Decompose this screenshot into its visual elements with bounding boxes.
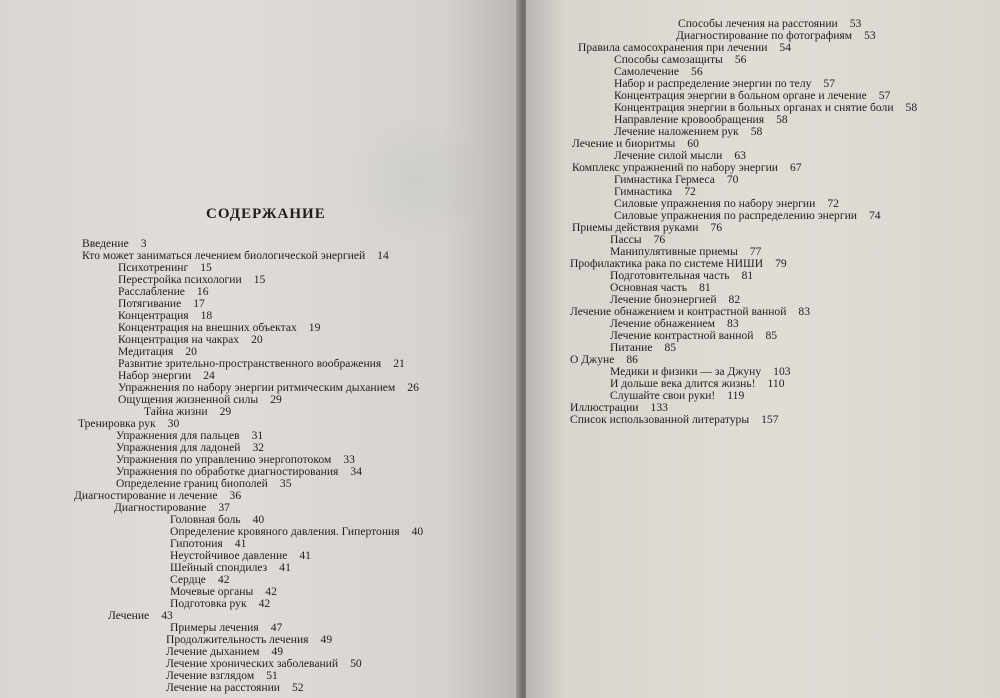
toc-entry-page-number: 58 — [750, 125, 763, 138]
toc-entry-page-number: 19 — [308, 321, 321, 334]
toc-entry-title: Упражнения по обработке диагностирования — [116, 465, 339, 478]
toc-entry-page-number: 72 — [827, 197, 839, 210]
toc-entry-title: Концентрация на чакрах — [118, 333, 240, 346]
toc-entry-title: Концентрация энергии в больном органе и лечение — [614, 89, 867, 102]
toc-entry-title: Гипотония — [170, 537, 223, 550]
toc-entry-title: Шейный спондилез — [170, 561, 268, 574]
right-toc-entry — [610, 342, 676, 354]
toc-entry-page-number: 41 — [299, 549, 311, 562]
left-toc-entry — [108, 610, 173, 622]
toc-entry-title: Определение кровяного давления. Гипертония — [170, 525, 400, 538]
toc-entry-page-number: 51 — [266, 669, 278, 682]
toc-entry-page-number: 53 — [849, 17, 862, 30]
toc-entry-title: Лечение биоэнергией — [610, 293, 717, 306]
toc-entry-page-number: 110 — [767, 377, 785, 390]
toc-entry-title: Кто может заниматься лечением биологической энергией — [82, 249, 366, 262]
toc-entry-page-number: 29 — [219, 405, 232, 418]
left-toc-entry — [166, 682, 304, 694]
toc-entry-title: Медитация — [118, 345, 174, 358]
toc-entry-title: Диагностирование по фотографиям — [676, 29, 853, 42]
toc-entry-page-number: 14 — [377, 249, 389, 262]
toc-entry-title: Питание — [610, 341, 653, 354]
toc-entry-page-number: 42 — [265, 585, 277, 598]
right-toc-entry — [572, 222, 722, 234]
toc-entry-title: Правила самосохранения при лечении — [578, 41, 768, 54]
toc-entry-page-number: 86 — [626, 353, 638, 366]
toc-entry-title: Самолечение — [614, 65, 680, 78]
toc-entry-page-number: 81 — [699, 281, 711, 294]
toc-entry-title: Манипулятивные приемы — [610, 245, 738, 258]
toc-entry-page-number: 36 — [229, 489, 242, 502]
toc-entry-page-number: 60 — [687, 137, 699, 150]
toc-entry-title: О Джуне — [570, 353, 615, 366]
toc-entry-page-number: 74 — [869, 209, 881, 222]
toc-entry-page-number: 70 — [726, 173, 739, 186]
toc-entry-title: Диагностирование — [114, 501, 207, 514]
toc-entry-page-number: 40 — [411, 525, 424, 538]
toc-entry-page-number: 119 — [727, 389, 745, 402]
toc-entry-page-number: 42 — [217, 573, 230, 586]
toc-entry-title: Иллюстрации — [570, 401, 639, 414]
toc-entry-title: Упражнения для ладоней — [116, 441, 241, 454]
toc-entry-page-number: 32 — [252, 441, 265, 454]
toc-entry-page-number: 47 — [270, 621, 283, 634]
toc-entry-page-number: 58 — [776, 113, 788, 126]
toc-entry-page-number: 41 — [279, 561, 291, 574]
toc-entry-title: Неустойчивое давление — [170, 549, 288, 562]
toc-entry-page-number: 133 — [650, 401, 668, 414]
toc-entry-page-number: 103 — [773, 365, 791, 378]
toc-entry-page-number: 41 — [234, 537, 247, 550]
toc-entry-title: Головная боль — [170, 513, 241, 526]
toc-entry-page-number: 16 — [196, 285, 209, 298]
toc-entry-title: Развитие зрительно-пространственного воображения — [118, 357, 382, 370]
toc-entry-title: Набор энергии — [118, 369, 192, 382]
toc-entry-title: Комплекс упражнений по набору энергии — [572, 161, 778, 174]
toc-entry-page-number: 37 — [218, 501, 230, 514]
toc-entry-title: Лечение взглядом — [166, 669, 255, 682]
toc-entry-title: Лечение на расстоянии — [166, 681, 280, 694]
toc-entry-title: Сердце — [170, 573, 206, 586]
toc-entry-page-number: 29 — [270, 393, 282, 406]
toc-entry-title: Упражнения для пальцев — [116, 429, 240, 442]
toc-entry-page-number: 21 — [393, 357, 405, 370]
toc-entry-page-number: 20 — [251, 333, 263, 346]
toc-entry-title: Диагностирование и лечение — [74, 489, 218, 502]
toc-entry-page-number: 24 — [203, 369, 215, 382]
toc-entry-page-number: 17 — [193, 297, 205, 310]
toc-entry-title: Концентрация на внешних объектах — [118, 321, 297, 334]
toc-entry-page-number: 49 — [271, 645, 284, 658]
toc-entry-title: И дольше века длится жизнь! — [610, 377, 756, 390]
toc-entry-page-number: 52 — [292, 681, 304, 694]
right-toc-entry — [570, 414, 779, 426]
toc-entry-page-number: 18 — [200, 309, 213, 322]
toc-entry-title: Способы самозащиты — [614, 53, 723, 66]
toc-entry-title: Определение границ биополей — [116, 477, 268, 490]
left-toc-entry — [144, 406, 231, 418]
toc-entry-page-number: 56 — [734, 53, 747, 66]
toc-entry-title: Силовые упражнения по набору энергии — [614, 197, 816, 210]
toc-entry-page-number: 3 — [140, 237, 147, 250]
toc-entry-page-number: 42 — [258, 597, 271, 610]
toc-title: СОДЕРЖАНИЕ — [206, 206, 326, 222]
toc-entry-title: Упражнения по набору энергии ритмическим дыханием — [118, 381, 396, 394]
toc-entry-page-number: 43 — [161, 609, 173, 622]
toc-entry-page-number: 79 — [775, 257, 787, 270]
toc-entry-page-number: 63 — [734, 149, 746, 162]
toc-entry-page-number: 58 — [905, 101, 918, 114]
toc-entry-page-number: 15 — [253, 273, 266, 286]
toc-entry-title: Введение — [82, 237, 129, 250]
toc-entry-title: Гимнастика — [614, 185, 673, 198]
toc-entry-page-number: 53 — [864, 29, 876, 42]
toc-entry-page-number: 82 — [728, 293, 741, 306]
toc-entry-page-number: 57 — [878, 89, 891, 102]
toc-entry-title: Набор и распределение энергии по телу — [614, 77, 812, 90]
toc-entry-title: Продолжительность лечения — [166, 633, 309, 646]
toc-entry-page-number: 77 — [749, 245, 762, 258]
toc-entry-title: Гимнастика Гермеса — [614, 173, 715, 186]
bleed-through-stain — [340, 120, 490, 240]
toc-entry-title: Слушайте свои руки! — [610, 389, 716, 402]
toc-entry-title: Лечение обнажением — [610, 317, 716, 330]
toc-entry-page-number: 56 — [691, 65, 703, 78]
toc-entry-page-number: 33 — [343, 453, 355, 466]
toc-entry-page-number: 67 — [789, 161, 802, 174]
toc-entry-title: Основная часть — [610, 281, 688, 294]
toc-entry-page-number: 15 — [200, 261, 212, 274]
toc-entry-title: Лечение контрастной ванной — [610, 329, 754, 342]
toc-entry-title: Лечение хронических заболеваний — [166, 657, 339, 670]
toc-entry-title: Способы лечения на расстоянии — [678, 17, 838, 30]
toc-entry-page-number: 76 — [710, 221, 723, 234]
toc-entry-page-number: 50 — [350, 657, 362, 670]
toc-entry-title: Подготовительная часть — [610, 269, 730, 282]
toc-entry-title: Силовые упражнения по распределению энергии — [614, 209, 857, 222]
toc-entry-title: Лечение — [108, 609, 150, 622]
toc-entry-title: Упражнения по управлению энергопотоком — [116, 453, 332, 466]
toc-entry-title: Профилактика рака по системе НИШИ — [570, 257, 764, 270]
toc-entry-title: Подготовка рук — [170, 597, 247, 610]
toc-entry-title: Лечение наложением рук — [614, 125, 739, 138]
toc-entry-page-number: 40 — [252, 513, 265, 526]
toc-entry-title: Пассы — [610, 233, 642, 246]
toc-entry-page-number: 83 — [798, 305, 810, 318]
toc-entry-page-number: 83 — [727, 317, 739, 330]
toc-entry-title: Концентрация — [118, 309, 189, 322]
toc-entry-page-number: 31 — [251, 429, 264, 442]
toc-entry-page-number: 85 — [664, 341, 677, 354]
toc-entry-title: Ощущения жизненной силы — [118, 393, 259, 406]
toc-entry-title: Список использованной литературы — [570, 413, 750, 426]
toc-entry-title: Тайна жизни — [144, 405, 208, 418]
toc-entry-title: Лечение силой мысли — [614, 149, 723, 162]
toc-entry-title: Концентрация энергии в больных органах и снятие боли — [614, 101, 894, 114]
toc-entry-title: Приемы действия руками — [572, 221, 699, 234]
toc-entry-page-number: 20 — [185, 345, 197, 358]
toc-entry-title: Перестройка психологии — [118, 273, 242, 286]
toc-entry-title: Психотренинг — [118, 261, 189, 274]
toc-entry-page-number: 30 — [167, 417, 180, 430]
toc-entry-title: Лечение и биоритмы — [572, 137, 676, 150]
toc-entry-title: Примеры лечения — [170, 621, 259, 634]
toc-entry-title: Лечение обнажением и контрастной ванной — [570, 305, 787, 318]
toc-entry-title: Тренировка рук — [78, 417, 156, 430]
toc-entry-title: Медики и физики — за Джуну — [610, 365, 762, 378]
toc-entry-page-number: 72 — [684, 185, 696, 198]
left-toc-entry — [170, 598, 270, 610]
toc-entry-page-number: 34 — [350, 465, 362, 478]
toc-entry-page-number: 81 — [741, 269, 754, 282]
toc-entry-title: Направление кровообращения — [614, 113, 765, 126]
toc-entry-title: Мочевые органы — [170, 585, 254, 598]
toc-entry-page-number: 57 — [823, 77, 835, 90]
toc-entry-page-number: 76 — [653, 233, 666, 246]
toc-entry-title: Лечение дыханием — [166, 645, 260, 658]
toc-entry-title: Потягивание — [118, 297, 182, 310]
toc-entry-page-number: 85 — [765, 329, 778, 342]
toc-entry-title: Расслабление — [118, 285, 185, 298]
toc-entry-page-number: 157 — [761, 413, 779, 426]
toc-entry-page-number: 35 — [279, 477, 292, 490]
toc-entry-page-number: 49 — [320, 633, 333, 646]
right-page — [526, 0, 1000, 698]
toc-entry-page-number: 54 — [779, 41, 791, 54]
toc-entry-page-number: 26 — [407, 381, 419, 394]
